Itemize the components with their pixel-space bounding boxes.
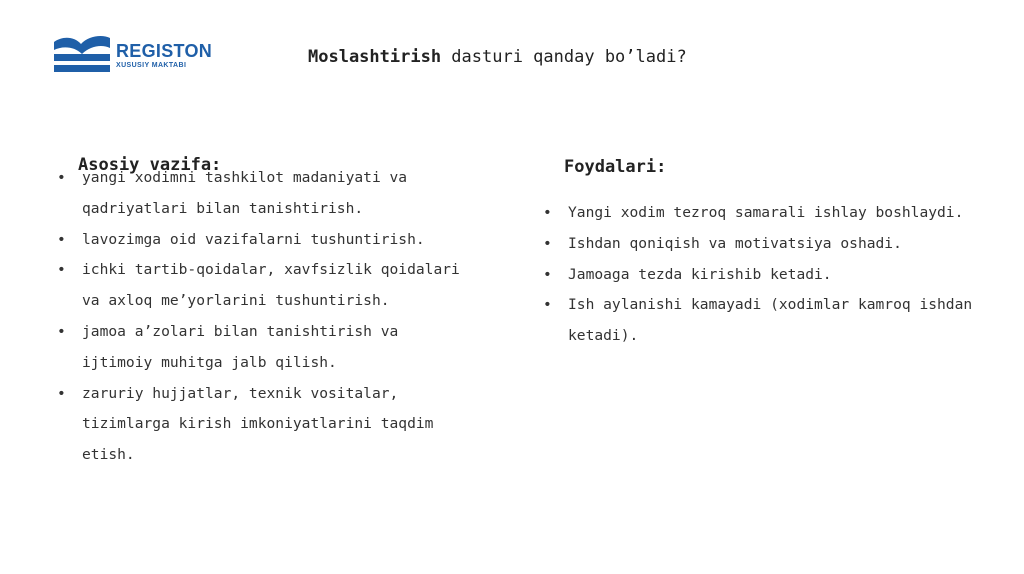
list-item-text: yangi xodimni tashkilot madaniyati va qadriyatlari bilan tanishtirish. bbox=[82, 169, 408, 217]
title-rest: dasturi qanday bo’ladi? bbox=[441, 47, 687, 67]
bullet: • bbox=[57, 230, 66, 248]
list-item-text: jamoa a’zolari bilan tanishtirish va ijtimoiy muhitga jalb qilish. bbox=[82, 322, 399, 371]
page-title bbox=[308, 47, 687, 67]
bullet: • bbox=[543, 234, 552, 252]
title-bold: Moslashtirish bbox=[308, 47, 442, 67]
left-list bbox=[57, 163, 467, 471]
list-item bbox=[57, 317, 467, 379]
list-item bbox=[57, 163, 467, 225]
bullet: • bbox=[543, 296, 552, 314]
list-item bbox=[543, 290, 983, 352]
list-item-text: Ishdan qoniqish va motivatsiya oshadi. bbox=[568, 234, 902, 252]
bullet: • bbox=[57, 261, 66, 279]
list-item bbox=[543, 229, 983, 260]
list-item bbox=[57, 255, 467, 317]
logo-subtitle: XUSUSIY MAKTABI bbox=[116, 62, 187, 69]
list-item-text: lavozimga oid vazifalarni tushuntirish. bbox=[82, 230, 425, 248]
right-heading: Foydalari: bbox=[564, 157, 667, 177]
bullet: • bbox=[543, 265, 552, 283]
bullet: • bbox=[57, 384, 66, 402]
list-item-text: Yangi xodim tezroq samarali ishlay boshlaydi. bbox=[568, 204, 964, 221]
right-list bbox=[543, 198, 983, 352]
list-item-text: Jamoaga tezda kirishib ketadi. bbox=[568, 265, 832, 283]
list-item bbox=[543, 198, 983, 229]
bullet: • bbox=[57, 322, 66, 340]
registon-logo bbox=[52, 32, 222, 78]
list-item-text: Ish aylanishi kamayadi (xodimlar kamroq ishdan ketadi). bbox=[568, 296, 973, 345]
bullet: • bbox=[543, 204, 552, 221]
logo-name: REGISTON bbox=[116, 41, 213, 61]
list-item bbox=[57, 225, 467, 256]
list-item-text: ichki tartib-qoidalar, xavfsizlik qoidalari va axloq me’yorlarini tushuntirish. bbox=[82, 261, 460, 310]
list-item bbox=[543, 260, 983, 291]
list-item bbox=[57, 379, 467, 471]
left-heading: Asosiy vazifa: bbox=[78, 155, 222, 175]
book-logo-icon bbox=[52, 32, 112, 76]
bullet: • bbox=[57, 169, 66, 186]
list-item-text: zaruriy hujjatlar, texnik vositalar, tizimlarga kirish imkoniyatlarini taqdim etish. bbox=[82, 384, 434, 464]
